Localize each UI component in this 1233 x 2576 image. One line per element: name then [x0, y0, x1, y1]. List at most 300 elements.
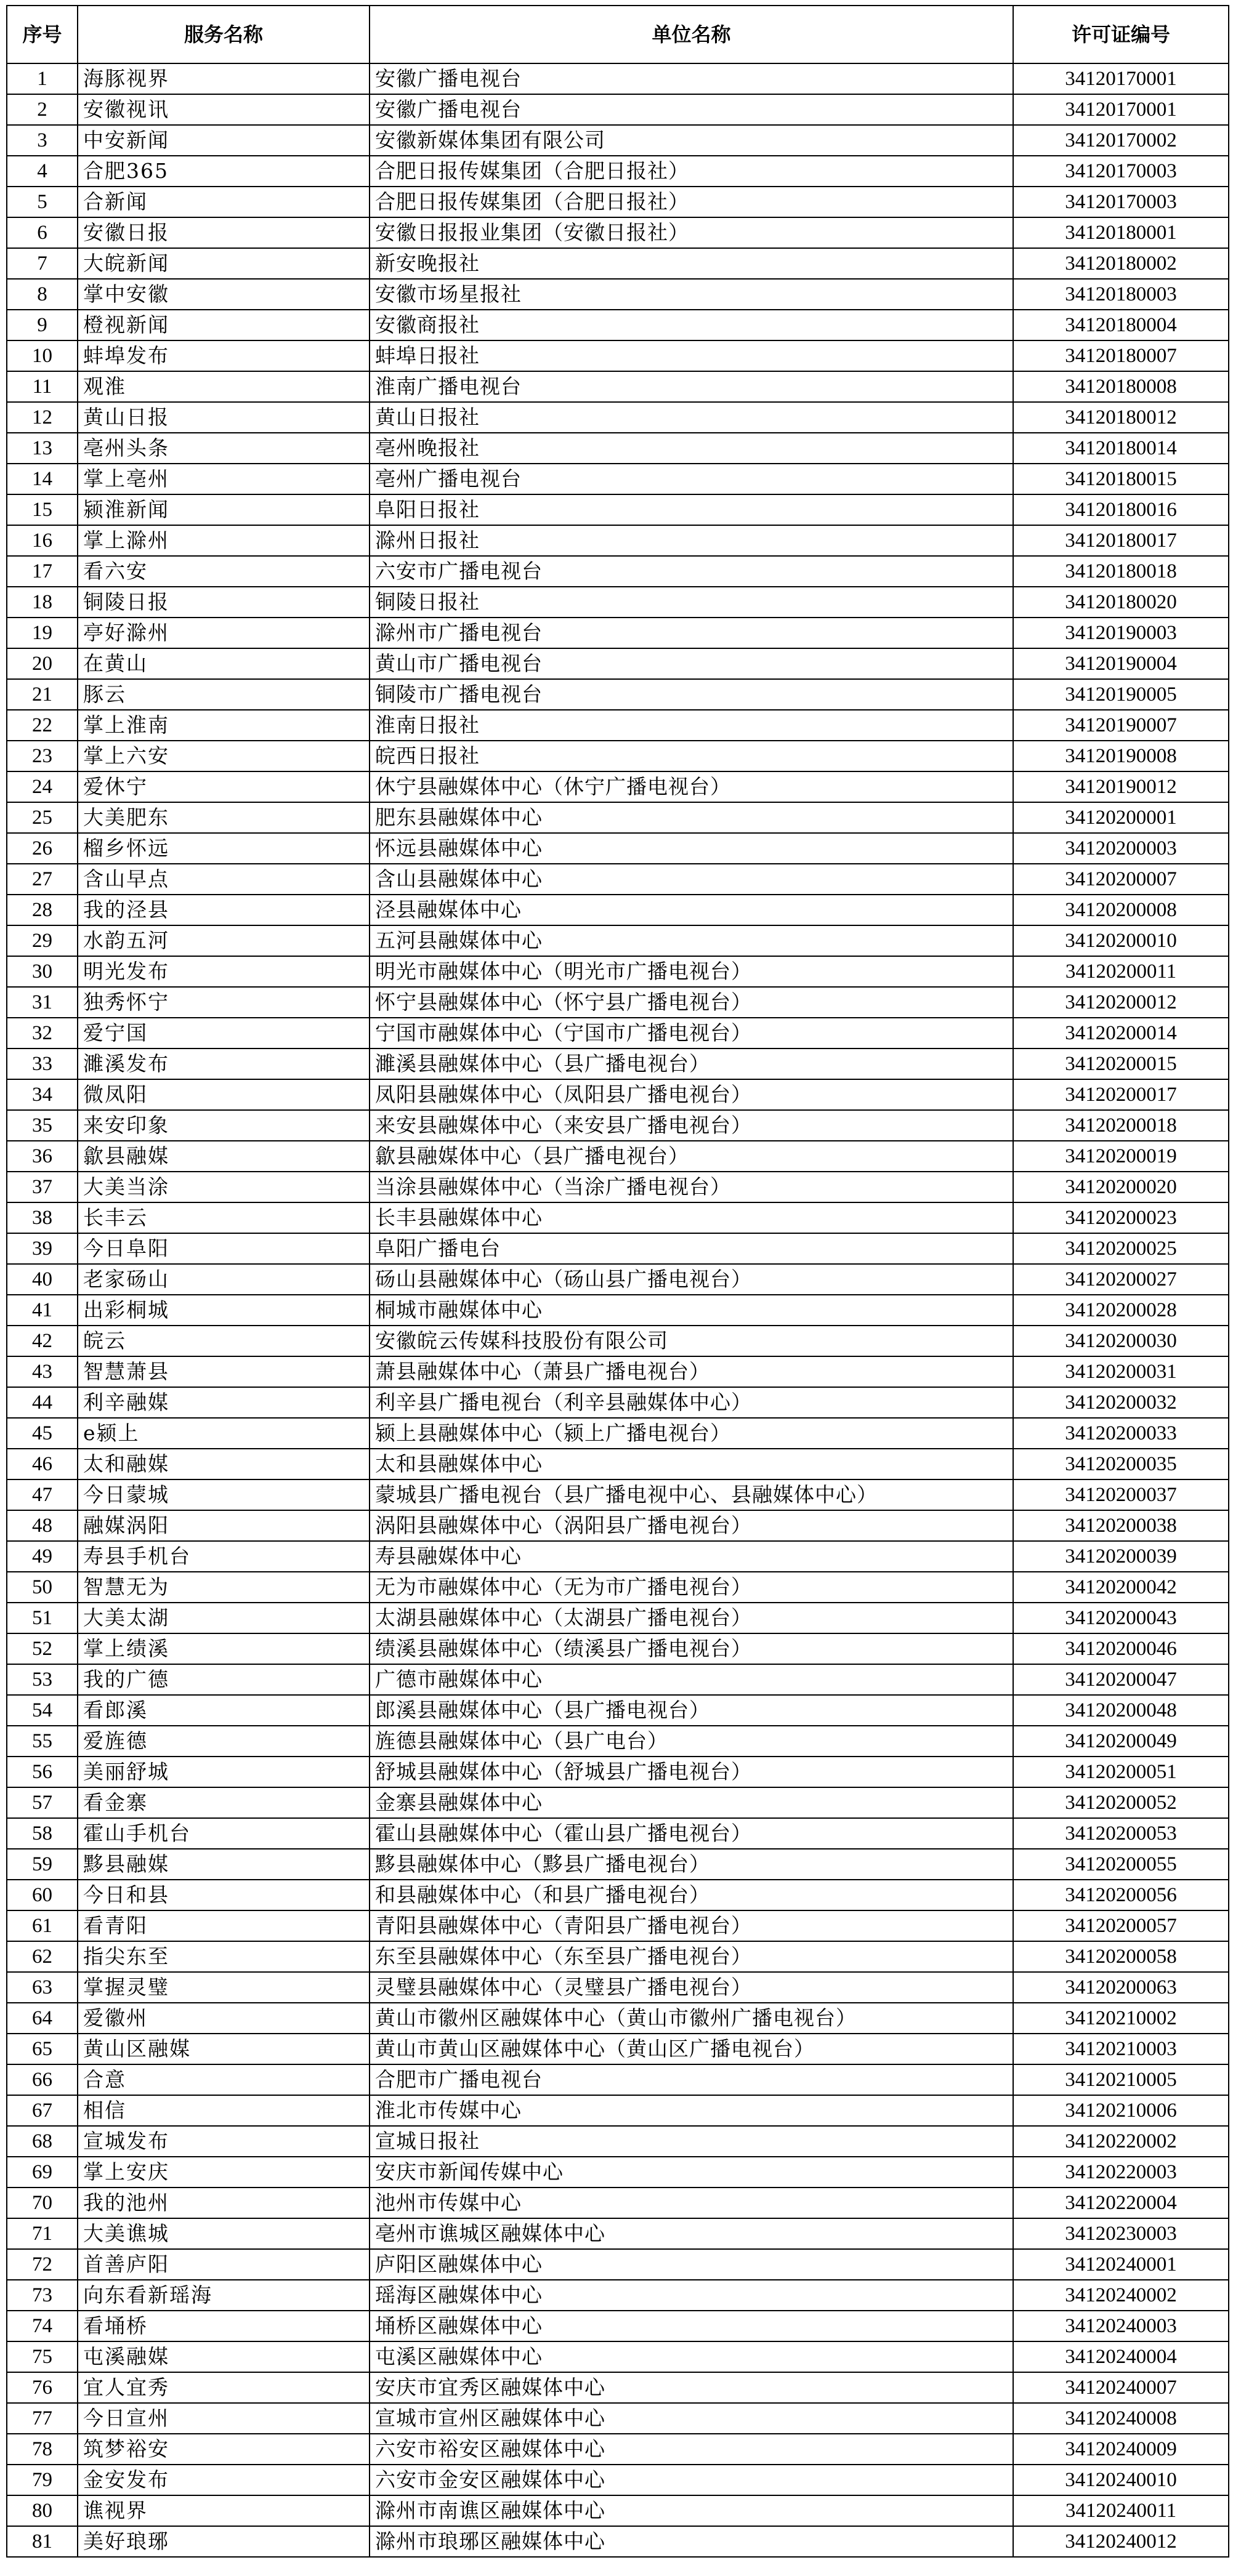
table-row [7, 2341, 1229, 2372]
service-name: 掌上淮南 [78, 710, 370, 741]
license-number: 34120200019 [1013, 1141, 1229, 1172]
row-index: 60 [7, 1880, 78, 1910]
table-body [7, 63, 1229, 2557]
row-index: 27 [7, 864, 78, 895]
organization-name: 安徽新媒体集团有限公司 [370, 125, 1013, 156]
row-index: 5 [7, 187, 78, 217]
organization-name: 太湖县融媒体中心（太湖县广播电视台） [370, 1603, 1013, 1633]
organization-name: 合肥市广播电视台 [370, 2064, 1013, 2095]
row-index: 19 [7, 618, 78, 648]
table-row [7, 587, 1229, 618]
license-number: 34120200015 [1013, 1049, 1229, 1079]
table-row [7, 1572, 1229, 1603]
service-name: 大美谯城 [78, 2218, 370, 2249]
table-row [7, 956, 1229, 987]
organization-name: 阜阳日报社 [370, 494, 1013, 525]
license-number: 34120240007 [1013, 2372, 1229, 2403]
table-row [7, 556, 1229, 587]
license-number: 34120240012 [1013, 2526, 1229, 2557]
service-name: 爱休宁 [78, 771, 370, 802]
row-index: 66 [7, 2064, 78, 2095]
license-number: 34120200032 [1013, 1387, 1229, 1418]
organization-name: 滁州市琅琊区融媒体中心 [370, 2526, 1013, 2557]
row-index: 79 [7, 2465, 78, 2495]
organization-name: 宣城日报社 [370, 2126, 1013, 2157]
row-index: 30 [7, 956, 78, 987]
license-number: 34120200027 [1013, 1264, 1229, 1295]
license-number: 34120180002 [1013, 248, 1229, 279]
row-index: 29 [7, 925, 78, 956]
organization-name: 皖西日报社 [370, 741, 1013, 771]
service-name: 看青阳 [78, 1910, 370, 1941]
service-name: 掌中安徽 [78, 279, 370, 310]
row-index: 72 [7, 2249, 78, 2280]
row-index: 34 [7, 1079, 78, 1110]
row-index: 38 [7, 1202, 78, 1233]
service-name: 看埇桥 [78, 2311, 370, 2341]
organization-name: 郎溪县融媒体中心（县广播电视台） [370, 1695, 1013, 1726]
organization-name: 合肥日报传媒集团（合肥日报社） [370, 187, 1013, 217]
service-name: 掌握灵璧 [78, 1972, 370, 2003]
license-number: 34120170003 [1013, 187, 1229, 217]
service-name: 相信 [78, 2095, 370, 2126]
service-name: 橙视新闻 [78, 310, 370, 340]
license-number: 34120200020 [1013, 1172, 1229, 1202]
service-name: 铜陵日报 [78, 587, 370, 618]
license-number: 34120200047 [1013, 1664, 1229, 1695]
row-index: 75 [7, 2341, 78, 2372]
organization-name: 怀远县融媒体中心 [370, 833, 1013, 864]
table-row [7, 1910, 1229, 1941]
table-row [7, 987, 1229, 1018]
organization-name: 庐阳区融媒体中心 [370, 2249, 1013, 2280]
row-index: 8 [7, 279, 78, 310]
organization-name: 新安晚报社 [370, 248, 1013, 279]
row-index: 20 [7, 648, 78, 679]
row-index: 18 [7, 587, 78, 618]
row-index: 65 [7, 2034, 78, 2064]
service-name: 安徽视讯 [78, 94, 370, 125]
row-index: 69 [7, 2157, 78, 2188]
table-row [7, 1449, 1229, 1479]
organization-name: 颍上县融媒体中心（颍上广播电视台） [370, 1418, 1013, 1449]
table-row [7, 895, 1229, 925]
row-index: 61 [7, 1910, 78, 1941]
row-index: 15 [7, 494, 78, 525]
table-row [7, 1172, 1229, 1202]
table-row [7, 833, 1229, 864]
organization-name: 亳州市谯城区融媒体中心 [370, 2218, 1013, 2249]
row-index: 68 [7, 2126, 78, 2157]
row-index: 52 [7, 1633, 78, 1664]
row-index: 35 [7, 1110, 78, 1141]
table-row [7, 2465, 1229, 2495]
service-name: 大美当涂 [78, 1172, 370, 1202]
organization-name: 肥东县融媒体中心 [370, 802, 1013, 833]
table-row [7, 1479, 1229, 1510]
service-name: 今日阜阳 [78, 1233, 370, 1264]
service-name: 谯视界 [78, 2495, 370, 2526]
row-index: 53 [7, 1664, 78, 1695]
service-name: 黄山日报 [78, 402, 370, 433]
organization-name: 绩溪县融媒体中心（绩溪县广播电视台） [370, 1633, 1013, 1664]
table-row [7, 679, 1229, 710]
service-name: 智慧萧县 [78, 1356, 370, 1387]
license-number: 34120200010 [1013, 925, 1229, 956]
organization-name: 阜阳广播电台 [370, 1233, 1013, 1264]
organization-name: 蚌埠日报社 [370, 340, 1013, 371]
license-number: 34120200031 [1013, 1356, 1229, 1387]
table-row [7, 340, 1229, 371]
license-number: 34120240001 [1013, 2249, 1229, 2280]
service-name: 海豚视界 [78, 63, 370, 94]
license-number: 34120200055 [1013, 1849, 1229, 1880]
table-row [7, 925, 1229, 956]
organization-name: 黄山日报社 [370, 402, 1013, 433]
service-name: 金安发布 [78, 2465, 370, 2495]
service-name: 美丽舒城 [78, 1757, 370, 1787]
row-index: 10 [7, 340, 78, 371]
organization-name: 池州市传媒中心 [370, 2188, 1013, 2218]
table-row [7, 2126, 1229, 2157]
table-row [7, 1633, 1229, 1664]
service-name: 濉溪发布 [78, 1049, 370, 1079]
row-index: 48 [7, 1510, 78, 1541]
license-number: 34120240002 [1013, 2280, 1229, 2311]
license-number: 34120200007 [1013, 864, 1229, 895]
row-index: 47 [7, 1479, 78, 1510]
license-number: 34120200057 [1013, 1910, 1229, 1941]
table-row [7, 1787, 1229, 1818]
organization-name: 当涂县融媒体中心（当涂广播电视台） [370, 1172, 1013, 1202]
license-number: 34120240008 [1013, 2403, 1229, 2434]
row-index: 17 [7, 556, 78, 587]
organization-name: 濉溪县融媒体中心（县广播电视台） [370, 1049, 1013, 1079]
row-index: 71 [7, 2218, 78, 2249]
row-index: 13 [7, 433, 78, 464]
row-index: 74 [7, 2311, 78, 2341]
service-name: 皖云 [78, 1326, 370, 1356]
table-row [7, 771, 1229, 802]
organization-name: 涡阳县融媒体中心（涡阳县广播电视台） [370, 1510, 1013, 1541]
row-index: 23 [7, 741, 78, 771]
license-number: 34120200012 [1013, 987, 1229, 1018]
row-index: 70 [7, 2188, 78, 2218]
row-index: 64 [7, 2003, 78, 2034]
organization-name: 黄山市广播电视台 [370, 648, 1013, 679]
header-organization-name: 单位名称 [370, 6, 1013, 63]
license-number: 34120220004 [1013, 2188, 1229, 2218]
table-row [7, 2311, 1229, 2341]
service-name: 含山早点 [78, 864, 370, 895]
license-number: 34120200052 [1013, 1787, 1229, 1818]
organization-name: 安庆市新闻传媒中心 [370, 2157, 1013, 2188]
license-number: 34120180015 [1013, 464, 1229, 494]
license-number: 34120230003 [1013, 2218, 1229, 2249]
service-name: 掌上亳州 [78, 464, 370, 494]
table-row [7, 1387, 1229, 1418]
license-number: 34120180020 [1013, 587, 1229, 618]
table-row [7, 2095, 1229, 2126]
row-index: 39 [7, 1233, 78, 1264]
table-row [7, 1849, 1229, 1880]
table-row [7, 464, 1229, 494]
row-index: 12 [7, 402, 78, 433]
service-name: 安徽日报 [78, 217, 370, 248]
service-name: 黄山区融媒 [78, 2034, 370, 2064]
row-index: 76 [7, 2372, 78, 2403]
license-number: 34120200038 [1013, 1510, 1229, 1541]
row-index: 11 [7, 371, 78, 402]
row-index: 67 [7, 2095, 78, 2126]
service-name: 掌上滁州 [78, 525, 370, 556]
table-row [7, 525, 1229, 556]
row-index: 37 [7, 1172, 78, 1202]
organization-name: 明光市融媒体中心（明光市广播电视台） [370, 956, 1013, 987]
license-number: 34120190012 [1013, 771, 1229, 802]
organization-name: 安徽商报社 [370, 310, 1013, 340]
organization-name: 太和县融媒体中心 [370, 1449, 1013, 1479]
organization-name: 长丰县融媒体中心 [370, 1202, 1013, 1233]
license-number: 34120220003 [1013, 2157, 1229, 2188]
service-name: 指尖东至 [78, 1941, 370, 1972]
table-row [7, 1941, 1229, 1972]
organization-name: 安庆市宜秀区融媒体中心 [370, 2372, 1013, 2403]
table-row [7, 1264, 1229, 1295]
service-name: 掌上安庆 [78, 2157, 370, 2188]
organization-name: 安徽皖云传媒科技股份有限公司 [370, 1326, 1013, 1356]
service-name: 颍淮新闻 [78, 494, 370, 525]
license-number: 34120210006 [1013, 2095, 1229, 2126]
row-index: 58 [7, 1818, 78, 1849]
organization-name: 舒城县融媒体中心（舒城县广播电视台） [370, 1757, 1013, 1787]
license-number: 34120210002 [1013, 2003, 1229, 2034]
row-index: 22 [7, 710, 78, 741]
row-index: 51 [7, 1603, 78, 1633]
organization-name: 萧县融媒体中心（萧县广播电视台） [370, 1356, 1013, 1387]
table-row [7, 648, 1229, 679]
table-row [7, 2034, 1229, 2064]
license-number: 34120180003 [1013, 279, 1229, 310]
row-index: 31 [7, 987, 78, 1018]
license-number: 34120200043 [1013, 1603, 1229, 1633]
organization-name: 蒙城县广播电视台（县广播电视中心、县融媒体中心） [370, 1479, 1013, 1510]
service-name: 大皖新闻 [78, 248, 370, 279]
row-index: 6 [7, 217, 78, 248]
table-row [7, 94, 1229, 125]
organization-name: 黄山市徽州区融媒体中心（黄山市徽州广播电视台） [370, 2003, 1013, 2034]
organization-name: 铜陵市广播电视台 [370, 679, 1013, 710]
row-index: 28 [7, 895, 78, 925]
table-row [7, 1079, 1229, 1110]
row-index: 1 [7, 63, 78, 94]
organization-name: 利辛县广播电视台（利辛县融媒体中心） [370, 1387, 1013, 1418]
table-row [7, 741, 1229, 771]
organization-name: 屯溪区融媒体中心 [370, 2341, 1013, 2372]
service-name: 我的泾县 [78, 895, 370, 925]
table-row [7, 1880, 1229, 1910]
service-name: 黟县融媒 [78, 1849, 370, 1880]
service-name: 利辛融媒 [78, 1387, 370, 1418]
license-number: 34120200030 [1013, 1326, 1229, 1356]
row-index: 54 [7, 1695, 78, 1726]
table-row [7, 371, 1229, 402]
service-name: 太和融媒 [78, 1449, 370, 1479]
row-index: 40 [7, 1264, 78, 1295]
row-index: 3 [7, 125, 78, 156]
service-name: 看六安 [78, 556, 370, 587]
license-number: 34120210003 [1013, 2034, 1229, 2064]
service-name: 筑梦裕安 [78, 2434, 370, 2465]
license-number: 34120200011 [1013, 956, 1229, 987]
license-number: 34120180012 [1013, 402, 1229, 433]
organization-name: 淮北市传媒中心 [370, 2095, 1013, 2126]
service-name: 宜人宜秀 [78, 2372, 370, 2403]
table-row [7, 2280, 1229, 2311]
organization-name: 六安市金安区融媒体中心 [370, 2465, 1013, 2495]
table-row [7, 402, 1229, 433]
row-index: 77 [7, 2403, 78, 2434]
service-name: 独秀怀宁 [78, 987, 370, 1018]
license-number: 34120200033 [1013, 1418, 1229, 1449]
header-index: 序号 [7, 6, 78, 63]
service-name: 今日宣州 [78, 2403, 370, 2434]
license-number: 34120190008 [1013, 741, 1229, 771]
table-row [7, 2157, 1229, 2188]
license-document [6, 5, 1228, 2558]
license-number: 34120200003 [1013, 833, 1229, 864]
table-row [7, 279, 1229, 310]
license-number: 34120200023 [1013, 1202, 1229, 1233]
license-table [6, 5, 1229, 2558]
license-number: 34120200056 [1013, 1880, 1229, 1910]
row-index: 33 [7, 1049, 78, 1079]
license-number: 34120200037 [1013, 1479, 1229, 1510]
organization-name: 淮南广播电视台 [370, 371, 1013, 402]
table-row [7, 2064, 1229, 2095]
organization-name: 无为市融媒体中心（无为市广播电视台） [370, 1572, 1013, 1603]
license-number: 34120200008 [1013, 895, 1229, 925]
license-number: 34120240004 [1013, 2341, 1229, 2372]
service-name: 爱旌德 [78, 1726, 370, 1757]
table-row [7, 1541, 1229, 1572]
license-number: 34120240009 [1013, 2434, 1229, 2465]
service-name: 美好琅琊 [78, 2526, 370, 2557]
service-name: 合新闻 [78, 187, 370, 217]
organization-name: 和县融媒体中心（和县广播电视台） [370, 1880, 1013, 1910]
table-row [7, 2403, 1229, 2434]
service-name: 大美太湖 [78, 1603, 370, 1633]
organization-name: 合肥日报传媒集团（合肥日报社） [370, 156, 1013, 187]
license-number: 34120200025 [1013, 1233, 1229, 1264]
organization-name: 霍山县融媒体中心（霍山县广播电视台） [370, 1818, 1013, 1849]
row-index: 49 [7, 1541, 78, 1572]
table-row [7, 1603, 1229, 1633]
service-name: 老家砀山 [78, 1264, 370, 1295]
organization-name: 怀宁县融媒体中心（怀宁县广播电视台） [370, 987, 1013, 1018]
row-index: 42 [7, 1326, 78, 1356]
license-number: 34120200042 [1013, 1572, 1229, 1603]
service-name: 我的池州 [78, 2188, 370, 2218]
row-index: 56 [7, 1757, 78, 1787]
service-name: 豚云 [78, 679, 370, 710]
service-name: 屯溪融媒 [78, 2341, 370, 2372]
license-number: 34120180018 [1013, 556, 1229, 587]
license-number: 34120200001 [1013, 802, 1229, 833]
organization-name: 亳州广播电视台 [370, 464, 1013, 494]
license-number: 34120240003 [1013, 2311, 1229, 2341]
row-index: 44 [7, 1387, 78, 1418]
license-number: 34120180017 [1013, 525, 1229, 556]
organization-name: 桐城市融媒体中心 [370, 1295, 1013, 1326]
license-number: 34120240011 [1013, 2495, 1229, 2526]
row-index: 25 [7, 802, 78, 833]
table-row [7, 1202, 1229, 1233]
row-index: 41 [7, 1295, 78, 1326]
service-name: 看金寨 [78, 1787, 370, 1818]
organization-name: 六安市广播电视台 [370, 556, 1013, 587]
header-row [7, 6, 1229, 63]
row-index: 36 [7, 1141, 78, 1172]
table-row [7, 2003, 1229, 2034]
service-name: 爱徽州 [78, 2003, 370, 2034]
table-row [7, 494, 1229, 525]
service-name: 来安印象 [78, 1110, 370, 1141]
organization-name: 含山县融媒体中心 [370, 864, 1013, 895]
organization-name: 滁州市广播电视台 [370, 618, 1013, 648]
table-row [7, 156, 1229, 187]
license-number: 34120200014 [1013, 1018, 1229, 1049]
table-row [7, 710, 1229, 741]
service-name: 亳州头条 [78, 433, 370, 464]
table-row [7, 2495, 1229, 2526]
row-index: 26 [7, 833, 78, 864]
table-row [7, 1818, 1229, 1849]
service-name: 长丰云 [78, 1202, 370, 1233]
service-name: 歙县融媒 [78, 1141, 370, 1172]
row-index: 32 [7, 1018, 78, 1049]
service-name: 掌上绩溪 [78, 1633, 370, 1664]
table-row [7, 1018, 1229, 1049]
license-number: 34120180007 [1013, 340, 1229, 371]
organization-name: 休宁县融媒体中心（休宁广播电视台） [370, 771, 1013, 802]
organization-name: 安徽广播电视台 [370, 94, 1013, 125]
row-index: 81 [7, 2526, 78, 2557]
row-index: 78 [7, 2434, 78, 2465]
row-index: 57 [7, 1787, 78, 1818]
table-header [7, 6, 1229, 63]
organization-name: 歙县融媒体中心（县广播电视台） [370, 1141, 1013, 1172]
header-license-number: 许可证编号 [1013, 6, 1229, 63]
license-number: 34120200017 [1013, 1079, 1229, 1110]
table-row [7, 1510, 1229, 1541]
table-row [7, 1972, 1229, 2003]
header-service-name: 服务名称 [78, 6, 370, 63]
row-index: 9 [7, 310, 78, 340]
license-number: 34120170003 [1013, 156, 1229, 187]
service-name: 宣城发布 [78, 2126, 370, 2157]
license-number: 34120180016 [1013, 494, 1229, 525]
organization-name: 黄山市黄山区融媒体中心（黄山区广播电视台） [370, 2034, 1013, 2064]
table-row [7, 1049, 1229, 1079]
table-row [7, 217, 1229, 248]
organization-name: 砀山县融媒体中心（砀山县广播电视台） [370, 1264, 1013, 1295]
license-number: 34120170001 [1013, 94, 1229, 125]
service-name: 大美肥东 [78, 802, 370, 833]
table-row [7, 802, 1229, 833]
organization-name: 淮南日报社 [370, 710, 1013, 741]
license-number: 34120200046 [1013, 1633, 1229, 1664]
